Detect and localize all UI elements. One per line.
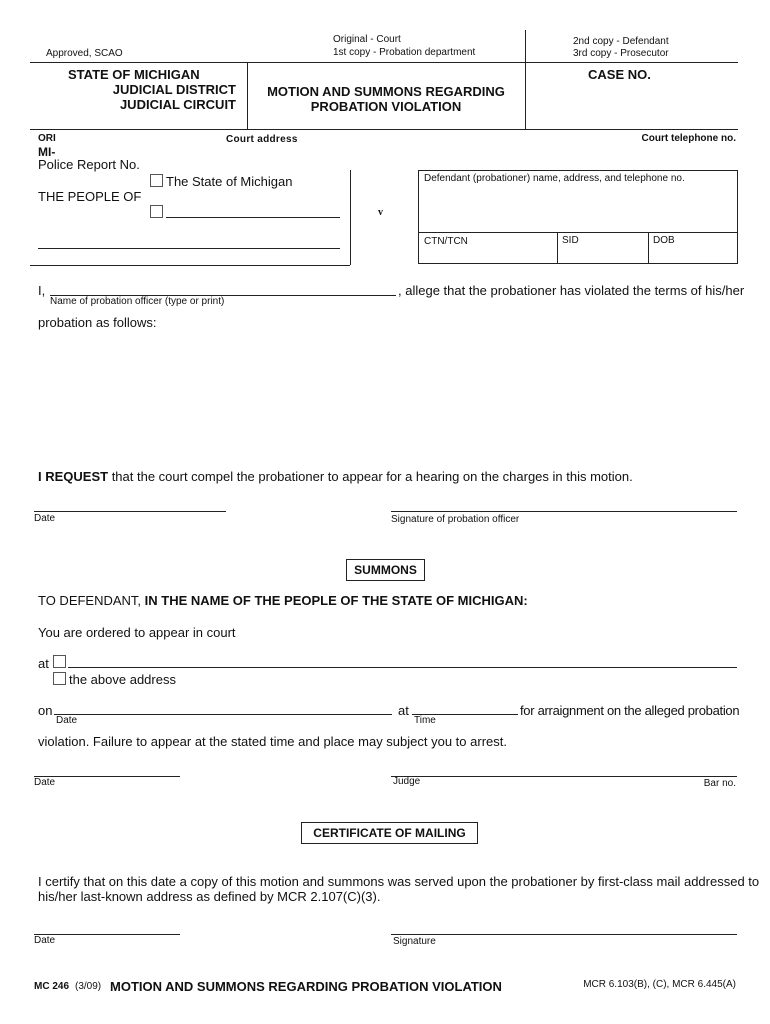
request-text (38, 469, 633, 484)
certificate-signature-label: Signature (393, 936, 436, 947)
violation-text: violation. Failure to appear at the stated time and place may subject you to arrest. (38, 734, 507, 749)
certificate-date-label: Date (34, 935, 56, 946)
header-divider-right (525, 30, 526, 129)
request-bold: I REQUEST (38, 469, 109, 484)
to-defendant-text: TO DEFENDANT, (38, 593, 145, 608)
summons-date-field[interactable] (34, 776, 180, 777)
judicial-district: JUDICIAL DISTRICT (112, 82, 236, 97)
other-people-field[interactable] (166, 217, 340, 218)
footer-rules: MCR 6.103(B), (C), MCR 6.445(A) (583, 979, 736, 990)
mi-label: MI- (38, 145, 56, 159)
probation-follows: probation as follows: (38, 315, 157, 330)
in-the-name-text: IN THE NAME OF THE PEOPLE OF THE STATE OF MICHIGAN: (144, 593, 528, 608)
ctn-sid-divider (557, 232, 558, 263)
case-no-field[interactable] (588, 84, 728, 124)
court-location-checkbox[interactable] (53, 655, 66, 668)
copy-third: 3rd copy - Prosecutor (573, 48, 669, 59)
motion-date-field[interactable] (34, 511, 226, 512)
copy-second: 2nd copy - Defendant (573, 36, 669, 47)
people-box-bottom (30, 265, 350, 266)
hearing-date-label: Date (56, 715, 78, 726)
sid-dob-divider (648, 232, 649, 263)
hearing-time-label: Time (414, 715, 436, 726)
above-address-label: the above address (69, 672, 176, 687)
at-time-label: at (398, 703, 409, 718)
copy-original: Original - Court (333, 34, 401, 45)
header-top-rule (30, 62, 738, 63)
request-rest: that the court compel the probationer to appear for a hearing on the charges in this motion. (108, 469, 633, 484)
police-report-label: Police Report No. (38, 157, 140, 172)
defendant-box[interactable] (418, 170, 738, 264)
judge-label: Judge (393, 776, 421, 787)
to-defendant-line (38, 593, 528, 608)
ordered-text: You are ordered to appear in court (38, 625, 236, 640)
form-revision: (3/09) (75, 981, 102, 992)
form-title-line2: PROBATION VIOLATION (310, 99, 462, 114)
defendant-label: Defendant (probationer) name, address, and telephone no. (424, 173, 685, 184)
approved-scao: Approved, SCAO (46, 48, 123, 59)
arraignment-text: for arraignment on the alleged probation (520, 703, 740, 718)
judicial-circuit: JUDICIAL CIRCUIT (119, 97, 236, 112)
i-label: I, (38, 283, 46, 298)
other-people-checkbox[interactable] (150, 205, 163, 218)
certificate-text-line2: his/her last-known address as defined by MCR 2.107(C)(3). (38, 889, 381, 904)
hearing-date-field[interactable] (54, 714, 392, 715)
violation-details-area[interactable] (38, 334, 736, 462)
state-of-michigan-label: The State of Michigan (166, 174, 293, 189)
ori-label: ORI (38, 133, 56, 144)
at-label: at (38, 656, 49, 671)
allege-text: , allege that the probationer has violated the terms of his/her (398, 283, 745, 298)
header-bottom-rule (30, 129, 738, 130)
above-address-checkbox[interactable] (53, 672, 66, 685)
bar-no-label: Bar no. (703, 778, 736, 789)
people-box-right-edge (350, 170, 351, 265)
state-of-michigan-checkbox[interactable] (150, 174, 163, 187)
form-number: MC 246 (34, 981, 70, 992)
judge-signature-field[interactable] (391, 776, 737, 777)
people-of-label: THE PEOPLE OF (38, 189, 142, 204)
officer-signature-field[interactable] (391, 511, 737, 512)
court-telephone-label: Court telephone no. (641, 133, 736, 144)
certificate-heading: CERTIFICATE OF MAILING (301, 822, 478, 844)
case-no-label: CASE NO. (588, 67, 651, 82)
ctn-label: CTN/TCN (424, 236, 468, 247)
form-title-line1: MOTION AND SUMMONS REGARDING (267, 84, 505, 99)
summons-date-label: Date (34, 777, 56, 788)
copy-first: 1st copy - Probation department (333, 47, 476, 58)
on-label: on (38, 703, 53, 718)
certificate-signature-field[interactable] (391, 934, 737, 935)
motion-date-label: Date (34, 513, 56, 524)
versus-label: v (378, 207, 383, 218)
footer-title: MOTION AND SUMMONS REGARDING PROBATION VIOLATION (110, 979, 502, 994)
court-address-label: Court address (226, 134, 298, 145)
sid-label: SID (562, 235, 579, 246)
court-location-field[interactable] (68, 667, 737, 668)
summons-heading: SUMMONS (346, 559, 425, 581)
officer-signature-label: Signature of probation officer (391, 514, 520, 525)
people-extra-line[interactable] (38, 248, 340, 249)
dob-label: DOB (653, 235, 675, 246)
certificate-text-line1: I certify that on this date a copy of this motion and summons was served upon the probationer by first-class mail addressed to (38, 874, 760, 889)
defendant-box-divider (418, 232, 737, 233)
certificate-date-field[interactable] (34, 934, 180, 935)
officer-name-label: Name of probation officer (type or print) (50, 296, 225, 307)
state-heading: STATE OF MICHIGAN (68, 67, 200, 82)
